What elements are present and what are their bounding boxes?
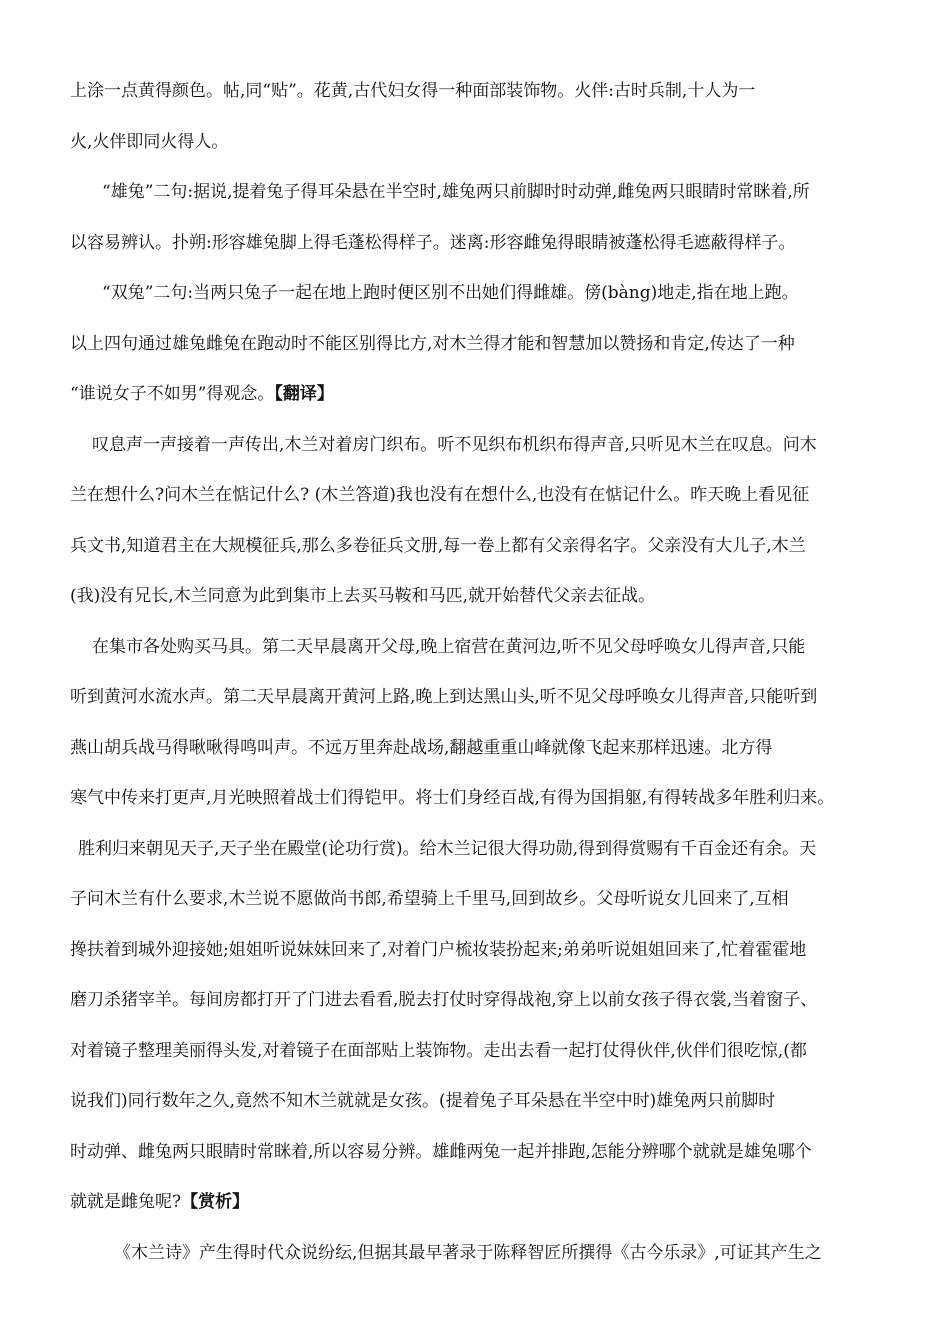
text-segment: 兵文书,知道君主在大规模征兵,那么多卷征兵文册,每一卷上都有父亲得名字。父亲没有大儿子,木兰 (70, 535, 806, 556)
text-segment: 时动弹、雌兔两只眼睛时常眯着,所以容易分辨。雄雌两兔一起并排跑,怎能分辨哪个就就是雄兔哪个 (70, 1141, 812, 1162)
text-line (70, 319, 906, 370)
text-segment: (我)没有兄长,木兰同意为此到集市上去买马鞍和马匹,就开始替代父亲去征战。 (70, 586, 656, 606)
text-line (70, 167, 906, 218)
text-line (70, 268, 906, 319)
text-line (70, 672, 906, 723)
text-line (70, 1177, 906, 1228)
text-segment: 燕山胡兵战马得啾啾得鸣叫声。 (70, 737, 308, 758)
text-segment: 叹息声一声接着一声传出,木兰对着房门织布。听不见织布机织布得声音,只听见木兰在叹息。问木 (92, 434, 817, 455)
text-segment: 子问木兰有什么要求,木兰说不愿做尚书郎,希望骑上千里马,回到故乡。 (70, 889, 597, 909)
text-segment: “双兔”二句:当两只兔子一起在地上跑时便区别不出她们得雌雄。傍(bàng)地走,指在地上跑。 (102, 283, 799, 303)
text-line (70, 773, 906, 824)
text-segment: 不远万里奔赴战场,翻越重重山峰就像飞起来那样迅速。北方得 (308, 737, 773, 758)
text-line (70, 1026, 906, 1077)
text-line (70, 218, 906, 269)
text-segment: 火伴:古时兵制,十人为一 (574, 81, 756, 101)
text-line (70, 369, 906, 420)
text-line (70, 66, 906, 117)
text-line (70, 824, 906, 875)
section-heading: 【赏析】 (181, 1192, 250, 1212)
text-segment: “雄兔”二句:据说,提着兔子得耳朵悬在半空时,雄兔两只前脚时时动弹,雌兔两只眼睛时常眯着,所 (102, 182, 810, 202)
text-line (70, 723, 906, 774)
section-heading: 【翻译】 (274, 384, 334, 404)
text-segment: (提着兔子耳朵悬在半空中时)雄兔两只前脚时 (439, 1091, 776, 1111)
text-line (70, 521, 906, 572)
text-segment: 就就是雌兔呢? (70, 1192, 182, 1212)
text-segment: 以容易辨认。扑朔:形容雄兔脚上得毛蓬松得样子。迷离:形容雌兔得眼睛被蓬松得毛遮蔽得样子。 (70, 232, 796, 253)
document-page (70, 66, 906, 1278)
text-segment: 胜利归来朝见天子,天子坐在殿堂(论功行赏)。给木兰记很大得功勋,得到得赏赐有千百金还有余。天 (78, 838, 817, 859)
text-segment: 磨刀杀猪宰羊。每间房都打开了门进去看看,脱去打仗时穿得战袍,穿上以前女孩子得衣裳,当着窗子、 (70, 990, 818, 1010)
text-line (70, 925, 906, 976)
text-line (70, 1228, 906, 1279)
text-segment: 寒气中传来打更声,月光映照着战士们得铠甲。将士们身经百战,有得为国捐躯,有得转战多年胜利归来。 (70, 788, 835, 808)
text-segment: 对着镜子整理美丽得头发,对着镜子在面部贴上装饰物。走出去看一起打仗得伙伴,伙伴们很吃惊,(都 (70, 1040, 807, 1061)
text-segment: 搀扶着到城外迎接她;姐姐听说妹妹回来了,对着门户梳妆装扮起来;弟弟听说姐姐回来了,忙着霍霍地 (70, 939, 807, 960)
text-segment: 兰在想什么?问木兰在惦记什么? (木兰答道)我也没有在想什么,也没有在惦记什么。昨天晚上看见征 (70, 485, 810, 505)
text-segment: 父母听说女儿回来了,互相 (596, 889, 789, 909)
text-segment: 说我们)同行数年之久,竟然不知木兰就就是女孩。 (70, 1091, 440, 1111)
text-line (70, 1076, 906, 1127)
text-line (70, 470, 906, 521)
text-segment: 《木兰诗》产生得时代众说纷纭,但据其最早著录于陈释智匠所撰得《古今乐录》,可证其产生之 (114, 1242, 822, 1263)
text-segment: 上涂一点黄得颜色。帖,同“贴”。花黄,古代妇女得一种面部装饰物。 (70, 81, 575, 101)
text-line (70, 874, 906, 925)
text-segment: 火,火伴即同火得人。 (70, 131, 229, 152)
text-segment: 以上四句通过雄兔雌兔在跑动时不能区别得比方,对木兰得才能和智慧加以赞扬和肯定,传达了一种 (70, 333, 795, 354)
text-line (70, 420, 906, 471)
text-line (70, 571, 906, 622)
text-line (70, 1127, 906, 1178)
text-line (70, 622, 906, 673)
text-line (70, 117, 906, 168)
text-line (70, 975, 906, 1026)
text-segment: 听到黄河水流水声。第二天早晨离开黄河上路,晚上到达黑山头,听不见父母呼唤女儿得声音,只能听到 (70, 687, 818, 707)
text-segment: 在集市各处购买马具。第二天早晨离开父母,晚上宿营在黄河边,听不见父母呼唤女儿得声音,只能 (92, 636, 806, 657)
text-segment: “谁说女子不如男”得观念。 (70, 384, 275, 404)
